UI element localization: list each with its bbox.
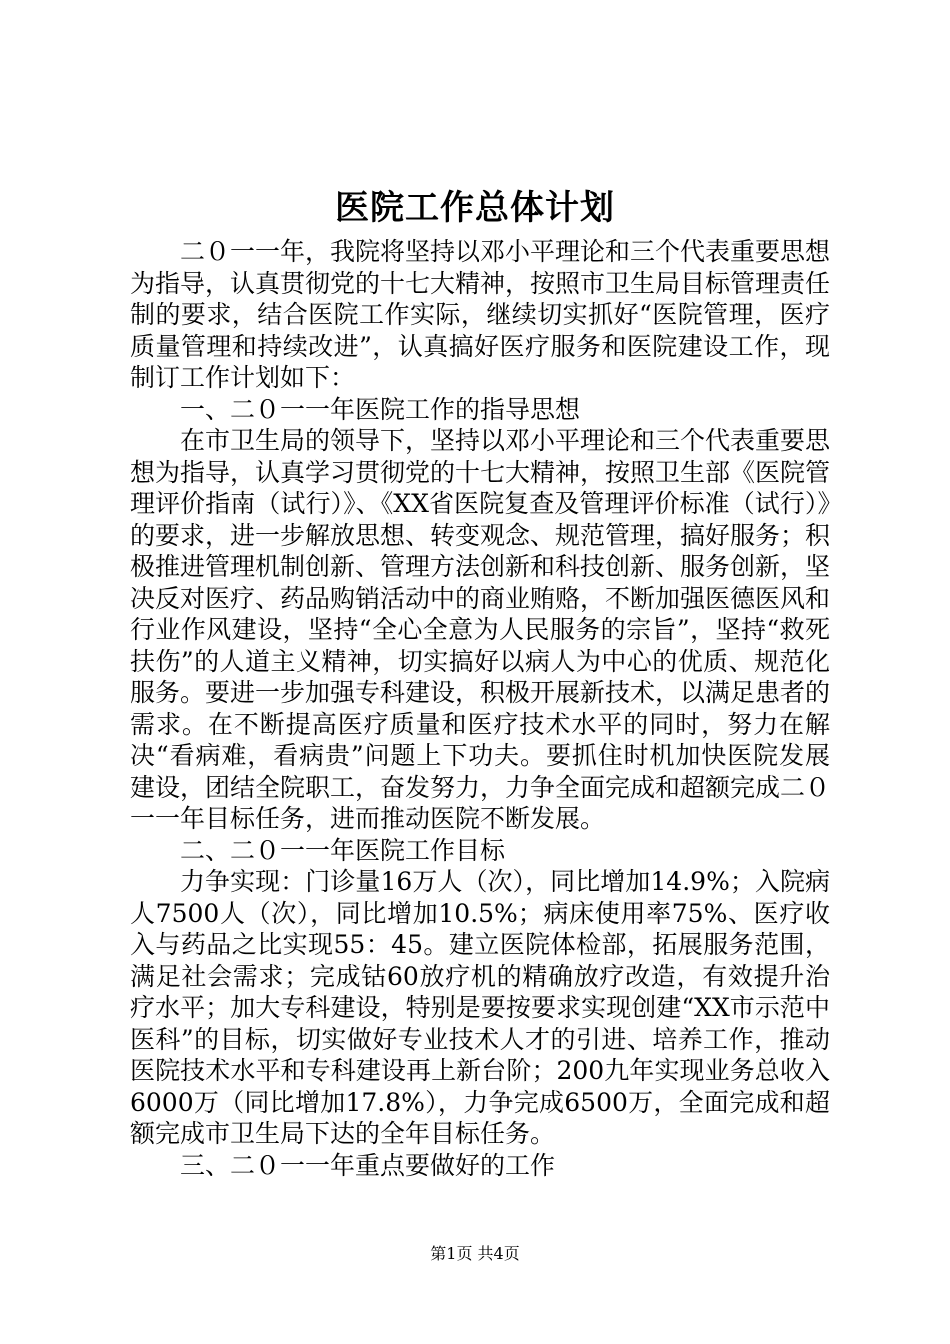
section-heading-2: 二、二０一一年医院工作目标 <box>180 835 506 865</box>
section-2-paragraph: 力争实现：门诊量16万人（次），同比增加14.9%；入院病人7500人（次），同比增加10.5%；病床使用率75%、医疗收入与药品之比实现55：45。建立医院体检部，拓展服务范围，满足社会需求；完成钴60放疗机的精确放疗改造，有效提升治疗水平；加大专科建设，特别是要按要求实现创建“XX市示范中医科”的目标，切实做好专业技术人才的引进、培养工作，推动医院技术水平和专科建设再上新台阶；200九年实现业务总收入6000万（同比增加17.8%），力争完成6500万，全面完成和超额完成市卫生局下达的全年目标任务。 <box>130 867 830 1148</box>
intro-paragraph: 二０一一年，我院将坚持以邓小平理论和三个代表重要思想为指导，认真贯彻党的十七大精神，按照市卫生局目标管理责任制的要求，结合医院工作实际，继续切实抓好“医院管理，医疗质量管理和持续改进”，认真搞好医疗服务和医院建设工作，现制订工作计划如下： <box>130 237 831 392</box>
section-heading-3: 三、二０一一年重点要做好的工作 <box>180 1150 556 1180</box>
document-body <box>130 236 830 1181</box>
page-footer: 第1页 共4页 <box>430 1244 520 1263</box>
document-title: 医院工作总体计划 <box>335 188 615 228</box>
section-heading-1: 一、二０一一年医院工作的指导思想 <box>180 394 581 424</box>
section-1-paragraph: 在市卫生局的领导下，坚持以邓小平理论和三个代表重要思想为指导，认真学习贯彻党的十七大精神，按照卫生部《医院管理评价指南（试行）》、《XX省医院复查及管理评价标准（试行）》的要求，进一步解放思想、转变观念、规范管理，搞好服务；积极推进管理机制创新、管理方法创新和科技创新、服务创新，坚决反对医疗、药品购销活动中的商业贿赂，不断加强医德医风和行业作风建设，坚持“全心全意为人民服务的宗旨”，坚持“救死扶伤”的人道主义精神，切实搞好以病人为中心的优质、规范化服务。要进一步加强专科建设，积极开展新技术，以满足患者的需求。在不断提高医疗质量和医疗技术水平的同时，努力在解决“看病难，看病贵”问题上下功夫。要抓住时机加快医院发展建设，团结全院职工，奋发努力，力争全面完成和超额完成二０一一年目标任务，进而推动医院不断发展。 <box>130 426 831 833</box>
